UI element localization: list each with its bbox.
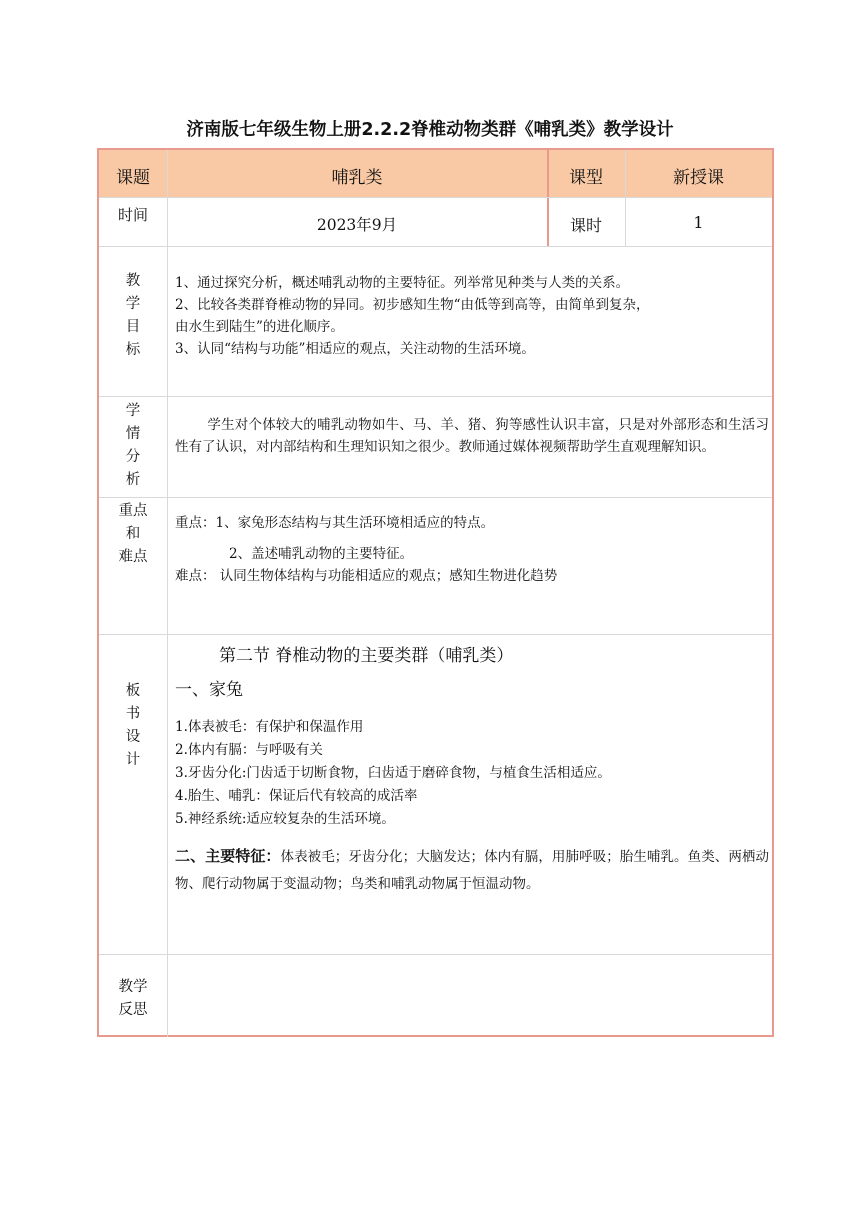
key-point-line: 2、盖述哺乳动物的主要特征。 [229,546,414,562]
reflection-content [168,955,772,1035]
objectives-label-char: 标 [125,342,141,358]
board-items [175,716,769,831]
objectives-label-char: 目 [125,319,141,335]
key-points-label [99,500,167,569]
objective-line: 3、认同“结构与功能”相适应的观点，关注动物的生活环境。 [175,341,535,357]
objectives-label [99,270,167,362]
board-design-content [175,642,769,898]
board-label-char: 设 [125,729,141,745]
key-points-text [175,512,769,587]
features-text: 体表被毛；牙齿分化；大脑发达；体内有膈，用肺呼吸；胎生哺乳。鱼类、两栖动物、爬行动物属于变温动物；鸟类和哺乳动物属于恒温动物。 [175,849,769,892]
objectives-label-char: 教 [125,273,141,289]
key-label-char: 难点 [118,549,148,565]
board-label-char: 板 [125,683,141,699]
board-label-char: 计 [125,752,141,768]
board-item: 2.体内有膈：与呼吸有关 [175,742,323,758]
reflection-label [99,976,167,1022]
board-item: 3.牙齿分化:门齿适于切断食物，臼齿适于磨碎食物，与植食生活相适应。 [175,765,611,781]
analysis-label-char: 情 [125,426,141,442]
hours-value: 1 [693,213,704,232]
key-label-char: 重点 [118,503,148,519]
board-label-char: 书 [125,706,141,722]
key-label-char: 和 [125,526,141,542]
lesson-plan-table [97,148,774,1037]
reflection-label-char: 反思 [118,1002,148,1018]
time-label: 时间 [117,206,148,224]
key-point-line: 重点：1、家兔形态结构与其生活环境相适应的特点。 [175,515,495,531]
analysis-label-char: 分 [125,449,141,465]
board-features [175,843,769,898]
analysis-paragraph: 学生对个体较大的哺乳动物如牛、马、羊、猪、狗等感性认识丰富，只是对外部形态和生活习性有了认识，对内部结构和生理知识知之很少。教师通过媒体视频帮助学生直观理解知识。 [175,417,769,455]
time-value: 2023年9月 [316,216,398,234]
student-analysis-text [175,414,769,458]
features-title: 二、主要特征： [175,847,281,865]
board-subheading: 一、家兔 [175,680,243,700]
objectives-text [175,272,769,360]
objective-line: 2、比较各类群脊椎动物的异同。初步感知生物“由低等到高等，由简单到复杂， [175,297,650,313]
topic-label: 课题 [116,168,150,188]
board-design-label [99,680,167,772]
analysis-label-char: 析 [125,472,141,488]
student-analysis-label [99,400,167,492]
analysis-label-char: 学 [125,403,141,419]
objective-line: 由水生到陆生”的进化顺序。 [175,319,344,335]
difficulty-line: 难点： 认同生物体结构与功能相适应的观点；感知生物进化趋势 [175,568,558,584]
type-value: 新授课 [673,168,724,188]
topic-value: 哺乳类 [331,168,383,188]
type-label: 课型 [569,168,603,188]
board-item: 5.神经系统:适应较复杂的生活环境。 [175,811,395,827]
board-item: 1.体表被毛：有保护和保温作用 [175,719,364,735]
board-heading: 第二节 脊椎动物的主要类群（哺乳类） [219,646,514,666]
objective-line: 1、通过探究分析，概述哺乳动物的主要特征。列举常见种类与人类的关系。 [175,275,630,291]
document-title: 济南版七年级生物上册2.2.2脊椎动物类群《哺乳类》教学设计 [186,120,674,140]
hours-label: 课时 [569,216,602,235]
reflection-label-char: 教学 [118,979,148,995]
board-item: 4.胎生、哺乳：保证后代有较高的成活率 [175,788,418,804]
objectives-label-char: 学 [125,296,141,312]
